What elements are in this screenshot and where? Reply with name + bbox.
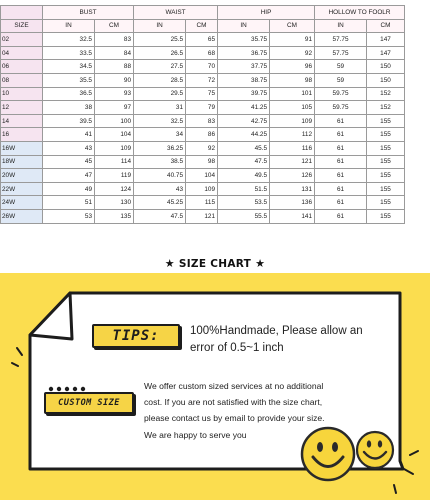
size-cell: 24W <box>1 196 43 210</box>
measurement-cell: 37.75 <box>218 60 270 74</box>
measurement-cell: 136 <box>270 196 315 210</box>
size-cell: 12 <box>1 101 43 115</box>
measurement-cell: 27.5 <box>134 60 186 74</box>
table-row <box>1 141 405 155</box>
measurement-cell: 93 <box>95 87 134 101</box>
measurement-cell: 121 <box>186 209 218 223</box>
measurement-cell: 61 <box>315 182 367 196</box>
custom-text-line: We offer custom sized services at no additional <box>144 381 324 391</box>
measurement-cell: 49 <box>43 182 95 196</box>
measurement-cell: 116 <box>270 141 315 155</box>
measurement-cell: 41.25 <box>218 101 270 115</box>
measurement-cell: 152 <box>367 87 405 101</box>
measurement-cell: 53.5 <box>218 196 270 210</box>
measurement-cell: 53 <box>43 209 95 223</box>
measurement-cell: 115 <box>186 196 218 210</box>
measurement-cell: 135 <box>95 209 134 223</box>
measurement-cell: 104 <box>95 128 134 142</box>
size-cell: 08 <box>1 73 43 87</box>
custom-text-line: We are happy to serve you <box>144 429 247 440</box>
star-icon: ★ <box>164 257 175 270</box>
measurement-cell: 45.25 <box>134 196 186 210</box>
measurement-cell: 83 <box>186 114 218 128</box>
measurement-cell: 61 <box>315 141 367 155</box>
measurement-cell: 155 <box>367 209 405 223</box>
bust-header: BUST <box>43 6 134 20</box>
measurement-cell: 130 <box>95 196 134 210</box>
measurement-cell: 44.25 <box>218 128 270 142</box>
size-cell: 14 <box>1 114 43 128</box>
measurement-cell: 61 <box>315 196 367 210</box>
hip-header: HIP <box>218 6 315 20</box>
size-cell: 18W <box>1 155 43 169</box>
table-row <box>1 182 405 196</box>
measurement-cell: 68 <box>186 46 218 60</box>
measurement-cell: 29.5 <box>134 87 186 101</box>
measurement-cell: 152 <box>367 101 405 115</box>
measurement-cell: 92 <box>186 141 218 155</box>
measurement-cell: 126 <box>270 169 315 183</box>
measurement-cell: 131 <box>270 182 315 196</box>
measurement-cell: 155 <box>367 169 405 183</box>
measurement-cell: 155 <box>367 182 405 196</box>
measurement-cell: 45.5 <box>218 141 270 155</box>
star-icon: ★ <box>255 257 266 270</box>
smiley-icon <box>302 428 354 480</box>
unit-header: IN <box>134 19 186 33</box>
measurement-cell: 42.75 <box>218 114 270 128</box>
measurement-cell: 36.75 <box>218 46 270 60</box>
measurement-cell: 31 <box>134 101 186 115</box>
custom-text-line: cost. If you are not satisfied with the size chart, <box>144 397 323 408</box>
measurement-cell: 96 <box>270 60 315 74</box>
measurement-cell: 28.5 <box>134 73 186 87</box>
measurement-cell: 141 <box>270 209 315 223</box>
measurement-cell: 59 <box>315 60 367 74</box>
measurement-cell: 72 <box>186 73 218 87</box>
measurement-cell: 43 <box>134 182 186 196</box>
measurement-cell: 32.5 <box>134 114 186 128</box>
size-cell: 16W <box>1 141 43 155</box>
table-row <box>1 169 405 183</box>
measurement-cell: 59 <box>315 73 367 87</box>
measurement-cell: 47.5 <box>134 209 186 223</box>
size-cell: 04 <box>1 46 43 60</box>
custom-text-line: please contact us by email to provide your size. <box>144 413 325 424</box>
measurement-cell: 36.25 <box>134 141 186 155</box>
measurement-cell: 147 <box>367 33 405 47</box>
table-row <box>1 87 405 101</box>
measurement-cell: 32.5 <box>43 33 95 47</box>
measurement-cell: 61 <box>315 114 367 128</box>
measurement-cell: 25.5 <box>134 33 186 47</box>
unit-header: IN <box>218 19 270 33</box>
measurement-cell: 39.75 <box>218 87 270 101</box>
size-cell: 16 <box>1 128 43 142</box>
measurement-cell: 65 <box>186 33 218 47</box>
title-text: SIZE CHART <box>178 258 252 270</box>
table-row <box>1 101 405 115</box>
measurement-cell: 45 <box>43 155 95 169</box>
size-cell: 10 <box>1 87 43 101</box>
measurement-cell: 112 <box>270 128 315 142</box>
measurement-cell: 155 <box>367 141 405 155</box>
measurement-cell: 109 <box>270 114 315 128</box>
measurement-cell: 34.5 <box>43 60 95 74</box>
measurement-cell: 35.75 <box>218 33 270 47</box>
measurement-cell: 86 <box>186 128 218 142</box>
measurement-cell: 155 <box>367 114 405 128</box>
measurement-cell: 43 <box>43 141 95 155</box>
size-cell: 22W <box>1 182 43 196</box>
measurement-cell: 34 <box>134 128 186 142</box>
measurement-cell: 121 <box>270 155 315 169</box>
measurement-cell: 59.75 <box>315 87 367 101</box>
measurement-cell: 79 <box>186 101 218 115</box>
size-cell: 06 <box>1 60 43 74</box>
size-table <box>0 5 405 224</box>
measurement-cell: 105 <box>270 101 315 115</box>
size-header <box>1 6 43 20</box>
unit-header: CM <box>270 19 315 33</box>
measurement-cell: 61 <box>315 209 367 223</box>
size-table-body <box>1 33 405 223</box>
table-row <box>1 60 405 74</box>
measurement-cell: 26.5 <box>134 46 186 60</box>
measurement-cell: 124 <box>95 182 134 196</box>
measurement-cell: 61 <box>315 169 367 183</box>
smiley-icon <box>357 432 393 468</box>
measurement-cell: 47.5 <box>218 155 270 169</box>
tips-text: 100%Handmade, Please allow an error of 0.5~1 inch <box>190 325 363 354</box>
measurement-cell: 150 <box>367 73 405 87</box>
measurement-cell: 59.75 <box>315 101 367 115</box>
measurement-cell: 88 <box>95 60 134 74</box>
table-row <box>1 46 405 60</box>
measurement-cell: 155 <box>367 155 405 169</box>
measurement-cell: 41 <box>43 128 95 142</box>
measurement-cell: 55.5 <box>218 209 270 223</box>
unit-header: CM <box>95 19 134 33</box>
table-row <box>1 155 405 169</box>
measurement-cell: 109 <box>186 182 218 196</box>
measurement-cell: 47 <box>43 169 95 183</box>
measurement-cell: 109 <box>95 141 134 155</box>
table-row <box>1 73 405 87</box>
size-chart-title <box>0 257 430 271</box>
measurement-cell: 101 <box>270 87 315 101</box>
unit-header: CM <box>367 19 405 33</box>
measurement-cell: 33.5 <box>43 46 95 60</box>
measurement-cell: 35.5 <box>43 73 95 87</box>
measurement-cell: 38.5 <box>134 155 186 169</box>
measurement-cell: 51.5 <box>218 182 270 196</box>
group-header-row <box>1 6 405 20</box>
waist-header: WAIST <box>134 6 218 20</box>
tips-badge: TIPS: <box>92 324 180 348</box>
measurement-cell: 119 <box>95 169 134 183</box>
measurement-cell: 70 <box>186 60 218 74</box>
measurement-cell: 90 <box>95 73 134 87</box>
measurement-cell: 39.5 <box>43 114 95 128</box>
measurement-cell: 83 <box>95 33 134 47</box>
measurement-cell: 57.75 <box>315 33 367 47</box>
table-row <box>1 114 405 128</box>
table-row <box>1 196 405 210</box>
measurement-cell: 100 <box>95 114 134 128</box>
size-cell: 02 <box>1 33 43 47</box>
hollow-to-floor-header: HOLLOW TO FOOLR <box>315 6 405 20</box>
measurement-cell: 61 <box>315 128 367 142</box>
custom-size-badge: CUSTOM SIZE <box>44 392 134 414</box>
measurement-cell: 40.75 <box>134 169 186 183</box>
measurement-cell: 114 <box>95 155 134 169</box>
measurement-cell: 49.5 <box>218 169 270 183</box>
unit-header: CM <box>186 19 218 33</box>
measurement-cell: 147 <box>367 46 405 60</box>
measurement-cell: 98 <box>270 73 315 87</box>
unit-header: IN <box>43 19 95 33</box>
measurement-cell: 155 <box>367 128 405 142</box>
measurement-cell: 36.5 <box>43 87 95 101</box>
table-row <box>1 128 405 142</box>
measurement-cell: 104 <box>186 169 218 183</box>
measurement-cell: 155 <box>367 196 405 210</box>
measurement-cell: 92 <box>270 46 315 60</box>
unit-header: IN <box>315 19 367 33</box>
table-row <box>1 33 405 47</box>
size-cell: 26W <box>1 209 43 223</box>
table-row <box>1 209 405 223</box>
measurement-cell: 75 <box>186 87 218 101</box>
measurement-cell: 150 <box>367 60 405 74</box>
measurement-cell: 38.75 <box>218 73 270 87</box>
unit-header-row <box>1 19 405 33</box>
measurement-cell: 91 <box>270 33 315 47</box>
size-cell: 20W <box>1 169 43 183</box>
measurement-cell: 97 <box>95 101 134 115</box>
size-column-label: SIZE <box>1 19 43 33</box>
measurement-cell: 84 <box>95 46 134 60</box>
smiley-group <box>296 424 400 484</box>
measurement-cell: 51 <box>43 196 95 210</box>
measurement-cell: 61 <box>315 155 367 169</box>
measurement-cell: 98 <box>186 155 218 169</box>
measurement-cell: 57.75 <box>315 46 367 60</box>
measurement-cell: 38 <box>43 101 95 115</box>
